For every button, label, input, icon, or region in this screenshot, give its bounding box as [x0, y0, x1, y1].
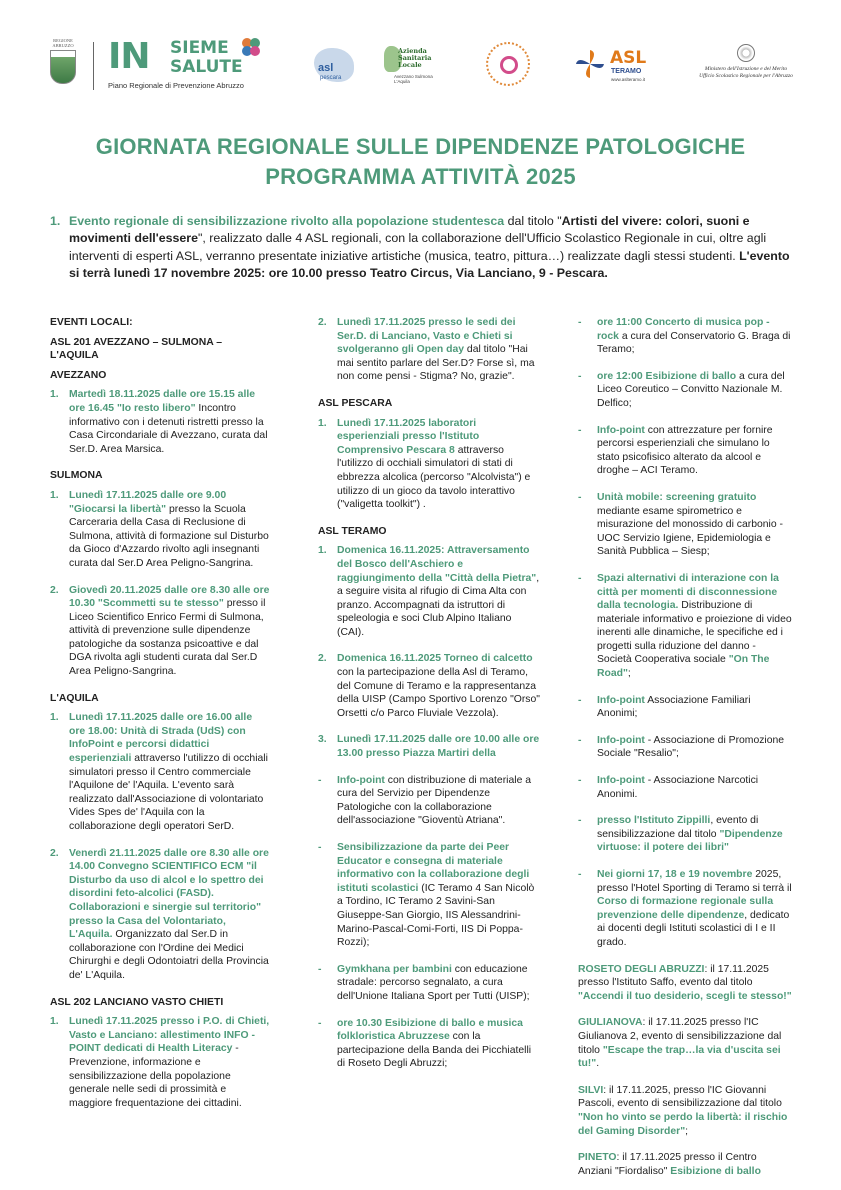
- dash-marker: -: [578, 317, 582, 328]
- spiral-icon: [500, 56, 518, 74]
- asl-aq-line2: Sanitaria: [398, 54, 432, 62]
- town-event: [578, 1084, 793, 1138]
- item-text: con educazione stradale: percorso segnalato, a cura dell'Unione Italiana Sport per Tutti (UISP);: [337, 963, 530, 1002]
- item-number: 1.: [50, 489, 59, 501]
- item-text: , evento di sensibilizzazione dal titolo: [597, 815, 759, 840]
- item-highlight: Spazi alternativi di interazione con la città per momenti di disconnessione dalla tecnologia.: [597, 572, 779, 612]
- dash-item: [318, 1017, 540, 1071]
- intro-paragraph: [50, 213, 792, 283]
- title-line1: GIORNATA REGIONALE SULLE DIPENDENZE PATOLOGICHE: [95, 134, 746, 159]
- emblem-icon: [737, 44, 755, 62]
- item-number: 2.: [318, 317, 327, 328]
- section-heading: ASL 201 AVEZZANO – SULMONA – L'AQUILA: [50, 336, 223, 362]
- dash-marker: -: [578, 775, 582, 787]
- asl-pescara-small: pescara: [320, 75, 342, 81]
- intro-highlight: Evento regionale di sensibilizzazione rivolto alla popolazione studentesca: [69, 214, 505, 228]
- item-text: Distribuzione di materiale informativo e proiezione di video inerenti alle dinamiche, le specifiche ed i progetti sulla riduzione del danno - Società Cooperativa sociale: [597, 600, 792, 666]
- dash-item: [578, 316, 793, 357]
- item-highlight: Lunedì 17.11.2025 dalle ore 16.00 alle ore 18.00: Unità di Strada (UdS) con InfoPoint e percorsi didattici esperienziali: [69, 712, 253, 765]
- item-highlight: Lunedì 17.11.2025 laboratori esperienziali presso l'Istituto Comprensivo Pescara 8: [337, 417, 480, 456]
- asl-te-big: ASL: [610, 48, 647, 68]
- item-highlight: Info-point: [337, 774, 385, 786]
- item-number: 2.: [318, 653, 327, 665]
- asl-aquila-logo: [384, 46, 444, 86]
- item-text: con la partecipazione della Asl di Teramo, del Comune di Teramo e la rappresentanza della UISP (Campo Sportivo Lorenzo "Orso" Orsetti c/o Parco Fluviale Vezzola).: [337, 667, 540, 719]
- dash-marker: -: [578, 815, 582, 827]
- item-highlight: Unità mobile: screening gratuito: [597, 491, 757, 503]
- item-highlight: Esibizione di ballo: [670, 1165, 761, 1177]
- item-text: dal titolo "Hai mai sentito parlare del Ser.D? Forse sì, ma non come pensi - Stigma? No, grazie".: [337, 344, 535, 383]
- asl-te-name: TERAMO: [611, 68, 642, 75]
- logo-subtitle: Piano Regionale di Prevenzione Abruzzo: [108, 81, 244, 90]
- dash-marker: -: [578, 424, 582, 436]
- town-name: SILVI: [578, 1084, 604, 1096]
- item-text: - Associazione Narcotici Anonimi.: [597, 775, 759, 800]
- asl-pescara-logo: [314, 48, 356, 84]
- item-text: a cura del Conservatorio G. Braga di Teramo;: [597, 330, 791, 356]
- asl-aq-line4: Avezzano Sulmona L'Aquila: [394, 74, 433, 84]
- item-text: ;: [627, 668, 631, 680]
- item-text: : il 17.11.2025 presso l'Istituto Saffo, evento dal titolo: [578, 963, 769, 989]
- logo-in: IN: [108, 36, 150, 77]
- title-line2: PROGRAMMA ATTIVITÀ 2025: [265, 164, 576, 189]
- item-highlight: Lunedì 17.11.2025 presso le sedi dei Ser.D. di Lanciano, Vasto e Chieti si svolgeranno gli Open day: [337, 317, 516, 356]
- item-text: con attrezzature per fornire percorsi esperienziali che simulano lo stato psicofisico alterato da alcool e droghe – ACI Teramo.: [597, 424, 773, 477]
- item-highlight: Info-point: [597, 424, 645, 436]
- section-heading: L'AQUILA: [50, 692, 99, 704]
- town-event: [578, 1151, 793, 1178]
- asl-teramo-symbol-icon: [574, 48, 606, 80]
- item-text: - Associazione di Promozione Sociale "Resalio";: [597, 734, 785, 760]
- item-text: Associazione Familiari Anonimi;: [597, 694, 751, 720]
- regione-abruzzo-logo: [46, 38, 80, 84]
- item-highlight: Venerdì 21.11.2025 dalle ore 8.30 alle ore 14.00 Convegno SCIENTIFICO ECM "il Disturbo da uso di alcol e lo spettro dei disordini feto-alcolici (FASD). Collaborazioni e sinergie sul territorio" presso la Casa del Volontariato, L'Aquila.: [69, 847, 269, 941]
- town-name: ROSETO DEGLI ABRUZZI: [578, 963, 705, 975]
- ministry-line1: Ministero dell'Istruzione e del Merito: [704, 66, 788, 72]
- list-item: [50, 847, 270, 983]
- dash-marker: -: [318, 774, 322, 786]
- dash-marker: -: [318, 1017, 322, 1029]
- item-highlight: Giovedì 20.11.2025 dalle ore 8.30 alle ore 10.30 "Scommetti su te stesso": [69, 584, 270, 610]
- dash-item: [318, 774, 540, 828]
- item-highlight: Sensibilizzazione da parte dei Peer Educator e consegna di materiale informativo con la collaborazione degli istituti scolastici: [337, 842, 530, 894]
- item-highlight: Lunedì 17.11.2025 presso i P.O. di Chieti, Vasto e Lanciano: allestimento INFO - POINT dedicati di Health Literacy: [69, 1016, 270, 1055]
- intro-event-date: L'evento si terrà lunedì 17 novembre 2025: ore 10.00 presso Teatro Circus, Via Lanciano, 9 - Pescara.: [69, 248, 790, 281]
- item-highlight: presso l'Istituto Zippilli: [597, 815, 711, 827]
- dash-item: [578, 370, 793, 411]
- item-highlight: Info-point: [597, 694, 645, 706]
- item-text: mediante esame spirometrico e misurazione del monossido di carbonio - UOC Servizio Igiene, Epidemiologia e Sanità Pubblica – Siesp;: [597, 505, 783, 558]
- item-text: 2025, presso l'Hotel Sporting di Teramo si terrà il: [597, 869, 792, 894]
- list-item: [50, 388, 270, 456]
- list-item: [50, 711, 270, 833]
- item-highlight: Lunedì 17.11.2025 dalle ore 9.00 "Giocarsi la libertà": [69, 489, 227, 515]
- item-text: con la partecipazione della Banda dei Picchiatelli di Roseto Degli Abruzzi;: [337, 1031, 532, 1070]
- intro-text1: dal titolo ": [504, 214, 562, 228]
- section-heading: ASL TERAMO: [318, 525, 387, 537]
- item-highlight: ore 11:00 Concerto di musica pop - rock: [597, 317, 770, 342]
- column-2: [318, 316, 540, 1084]
- item-highlight: Lunedì 17.11.2025 dalle ore 10.00 alle ore 13.00 presso Piazza Martiri della: [337, 734, 540, 760]
- list-item: [50, 1015, 270, 1110]
- dipendenze-circle-logo: [486, 42, 530, 86]
- dash-item: [578, 424, 793, 478]
- town-name: PINETO: [578, 1152, 617, 1164]
- item-number: 3.: [318, 734, 327, 746]
- item-text: attraverso l'utilizzo di occhiali simulatori di stati di ebbrezza alcolica (percorso "Alcolvista") e utilizzo di un gioco da tavolo interattivo ("valigetta toolkit") .: [337, 444, 531, 511]
- item-highlight: Gymkhana per bambini: [337, 963, 452, 975]
- item-text: .: [596, 1058, 600, 1070]
- clover-icon: [240, 36, 262, 58]
- section-heading: ASL PESCARA: [318, 397, 393, 409]
- dash-item: [578, 814, 793, 855]
- asl-te-web: www.aslteramo.it: [611, 77, 646, 82]
- region-label: REGIONE ABRUZZO: [52, 38, 74, 48]
- item-text: ;: [685, 1125, 689, 1137]
- dash-marker: -: [318, 842, 322, 853]
- item-text: presso il Liceo Scientifico Enrico Fermi di Sulmona, attività di prevenzione sulle dipendenze patologiche da sostanza psicoattive e dal DGA rivolta agli studenti curata dal Ser.D Area Peligno-Sangrina.: [69, 598, 266, 678]
- town-event: [578, 1016, 793, 1070]
- item-highlight: "Non ho vinto se perdo la libertà: il rischio del Gaming Disorder": [578, 1111, 788, 1137]
- item-highlight: Martedì 18.11.2025 dalle ore 15.15 alle ore 16.45 "Io resto libero": [69, 389, 255, 414]
- item-highlight: Nei giorni 17, 18 e 19 novembre: [597, 869, 753, 880]
- dash-item: [578, 572, 793, 681]
- item-highlight: "On The Road": [597, 654, 770, 680]
- logo-bar: [46, 34, 796, 96]
- item-highlight: "Escape the trap…la via d'uscita sei tu!": [578, 1044, 781, 1070]
- item-text: , a seguire visita al rifugio di Cima Alta con pranzo. Accompagnati da istruttori di speleologia e soci Club Alpino Italiano (CAI).: [337, 572, 540, 638]
- dash-item: [578, 734, 793, 761]
- item-text: presso la Scuola Carceraria della Casa di Reclusione di Sulmona, attività di formazione sul Disturbo da Gioco d'Azzardo rivolto agli insegnanti curata dal Ser.D Area Peligno-Sangrina.: [69, 503, 269, 569]
- item-highlight: Domenica 16.11.2025 Torneo di calcetto: [337, 653, 533, 665]
- intro-text2: ", realizzato dalle 4 ASL regionali, con la collaborazione dell'Ufficio Scolastico Regionale in cui, oltre agli interventi di esperti ASL, verranno presentate iniziative artistiche (musica, teatro, pittura…) realizzate dagli stessi studenti.: [69, 231, 767, 263]
- intro-event-title: Artisti del vivere: colori, suoni e movimenti dell'essere: [69, 214, 750, 246]
- dash-item: [578, 694, 793, 721]
- item-highlight: Domenica 16.11.2025: Attraversamento del Bosco dell'Aschiero e raggiungimento della "Città della Pietra": [337, 545, 537, 584]
- item-highlight: Corso di formazione regionale sulla prevenzione delle dipendenze: [597, 896, 774, 921]
- dash-marker: -: [578, 572, 582, 584]
- item-text: attraverso l'utilizzo di occhiali simulatori presso il Centro commerciale l'Aquilone de' l'Aquila. L'evento sarà realizzato dall'Associazione di volontariato Vides Spes de' l'Aquila con la collaborazione degli operatori SerD.: [69, 753, 268, 832]
- dash-item: [318, 841, 540, 950]
- town-name: GIULIANOVA: [578, 1017, 643, 1029]
- item-text: con distribuzione di materiale a cura del Servizio per Dipendenze Patologiche con la collaborazione dell'associazione "Gioventù Atriana".: [337, 774, 532, 827]
- item-number: 2.: [50, 847, 59, 859]
- item-highlight: ore 10.30 Esibizione di ballo e musica folkloristica Abruzzese: [337, 1017, 523, 1043]
- asl-aq-line1: Azienda: [398, 47, 427, 55]
- item-text: : il 17.11.2025 presso il Centro Anziani "Fiordaliso": [578, 1152, 757, 1177]
- shield-icon: [50, 50, 76, 84]
- item-number: 1.: [318, 417, 327, 429]
- item-text: : il 17.11.2025, presso l'IC Giovanni Pascoli, evento di sensibilizzazione dal titolo: [578, 1084, 782, 1110]
- dash-marker: -: [578, 734, 582, 746]
- item-text: (IC Teramo 4 San Nicolò a Tordino, IC Teramo 2 Savini-San Giuseppe-San Giorgio, IIS Alessandrini-Marino-Pascal-Comi-Forti, IIS Di Poppa-Rozzi);: [337, 882, 535, 949]
- divider: [93, 42, 94, 90]
- list-item: [50, 584, 270, 679]
- asl-aq-line3: Locale: [398, 61, 422, 69]
- list-item: [318, 733, 540, 760]
- asl-pescara-big: asl: [318, 62, 334, 74]
- item-highlight: "Dipendenze virtuose: il potere dei libri": [597, 828, 783, 854]
- dash-item: [578, 491, 793, 559]
- column-3: [578, 316, 793, 1190]
- insieme-salute-logo: [108, 36, 278, 96]
- dash-item: [578, 774, 793, 801]
- dash-marker: -: [318, 963, 322, 975]
- dash-marker: -: [578, 491, 582, 503]
- ministero-logo: [696, 44, 796, 88]
- ministry-line2: Ufficio Scolastico Regionale per l'Abruzzo: [699, 73, 793, 79]
- item-number: 1.: [50, 389, 59, 401]
- item-number: 1.: [50, 1016, 59, 1028]
- section-heading: SULMONA: [50, 470, 103, 482]
- dash-item: [318, 963, 540, 1004]
- item-text: , dedicato ai docenti degli Istituti scolastici di I e II grado.: [597, 909, 790, 948]
- town-event: [578, 963, 793, 1004]
- item-text: - Prevenzione, informazione e sensibilizzazione della popolazione generale nelle sedi di prossimità e maggiore frequentazione dei cittadini.: [69, 1043, 242, 1109]
- item-number: 1.: [50, 712, 59, 724]
- page-title: [40, 132, 801, 192]
- list-item: [318, 652, 540, 720]
- dash-marker: -: [578, 869, 582, 880]
- list-item: [50, 489, 270, 571]
- asl-teramo-logo: [574, 46, 664, 86]
- list-item: [318, 544, 540, 639]
- logo-salute: SALUTE: [170, 57, 243, 77]
- section-heading: EVENTI LOCALI:: [50, 317, 133, 328]
- logo-sieme: SIEME: [170, 38, 229, 58]
- dash-marker: -: [578, 694, 582, 706]
- column-1: [50, 316, 270, 1123]
- item-text: a cura del Liceo Coreutico – Convitto Nazionale M. Delfico;: [597, 370, 785, 409]
- item-highlight: ore 12:00 Esibizione di ballo: [597, 370, 737, 382]
- list-item: [318, 417, 540, 512]
- dash-marker: -: [578, 370, 582, 382]
- item-highlight: Info-point: [597, 775, 645, 787]
- item-highlight: Info-point: [597, 734, 645, 746]
- list-item: [318, 316, 540, 384]
- item-text: Organizzato dal Ser.D in collaborazione con l'Ordine dei Medici Chirurghi e degli Odontoiatri della Provincia de' L'Aquila.: [69, 929, 269, 981]
- item-number: 2.: [50, 584, 59, 596]
- dash-item: [578, 868, 793, 950]
- item-text: Incontro informativo con i detenuti ristretti presso la Casa Circondariale di Avezzano, curata dal Ser.D. Area Marsica.: [69, 402, 268, 455]
- section-heading: AVEZZANO: [50, 369, 107, 381]
- item-highlight: "Accendi il tuo desiderio, scegli te stesso!": [578, 990, 792, 1002]
- item-number: 1.: [318, 545, 327, 557]
- section-heading: ASL 202 LANCIANO VASTO CHIETI: [50, 996, 224, 1008]
- item-text: : il 17.11.2025 presso l'IC Giulianova 2, evento di sensibilizzazione dal titolo: [578, 1017, 782, 1056]
- intro-number: 1.: [50, 214, 61, 228]
